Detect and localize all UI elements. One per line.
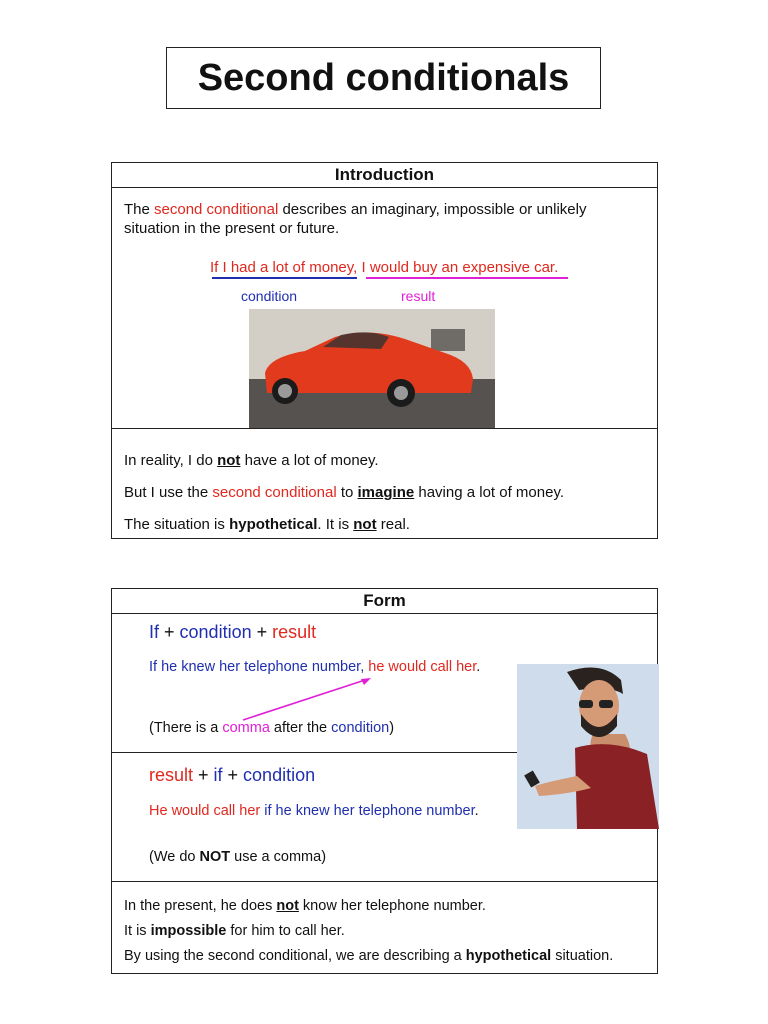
example-result-first: He would call her if he knew her telephone number.	[149, 803, 479, 819]
no-comma-note: (We do NOT use a comma)	[149, 849, 327, 865]
result-label: result	[401, 288, 436, 304]
form-panel	[111, 588, 658, 974]
example-sentence	[210, 258, 558, 277]
hypothetical-line: The situation is hypothetical. It is not real.	[124, 516, 410, 533]
introduction-heading: Introduction	[112, 163, 657, 188]
comma-note: (There is a comma after the condition)	[149, 720, 395, 736]
hypothetical-summary-line: By using the second conditional, we are describing a hypothetical situation.	[124, 948, 614, 964]
impossible-line: It is impossible for him to call her.	[124, 923, 345, 939]
form-heading: Form	[112, 589, 657, 614]
example-result: I would buy an expensive car.	[361, 259, 559, 276]
red-sports-car-image	[249, 309, 495, 428]
man-with-phone-image	[517, 664, 659, 829]
introduction-panel	[111, 162, 658, 539]
comma-arrow	[237, 675, 377, 725]
imagine-line: But I use the second conditional to imagine having a lot of money.	[124, 484, 565, 501]
present-line: In the present, he does not know her telephone number.	[124, 898, 486, 914]
condition-label: condition	[241, 288, 298, 304]
result-underline	[366, 277, 568, 279]
reality-line: In reality, I do not have a lot of money.	[124, 452, 379, 469]
intro-definition-line1: The second conditional describes an imaginary, impossible or unlikely	[124, 201, 587, 218]
example-if-first: If he knew her telephone number, he would call her.	[149, 659, 481, 675]
page-title: Second conditionals	[166, 47, 601, 109]
example-condition: If I had a lot of money,	[210, 259, 358, 276]
condition-underline	[212, 277, 357, 279]
formula-result-if-condition: result + if + condition	[149, 765, 316, 785]
formula-if-condition-result: If + condition + result	[149, 622, 317, 642]
intro-definition-line2: situation in the present or future.	[124, 220, 340, 237]
